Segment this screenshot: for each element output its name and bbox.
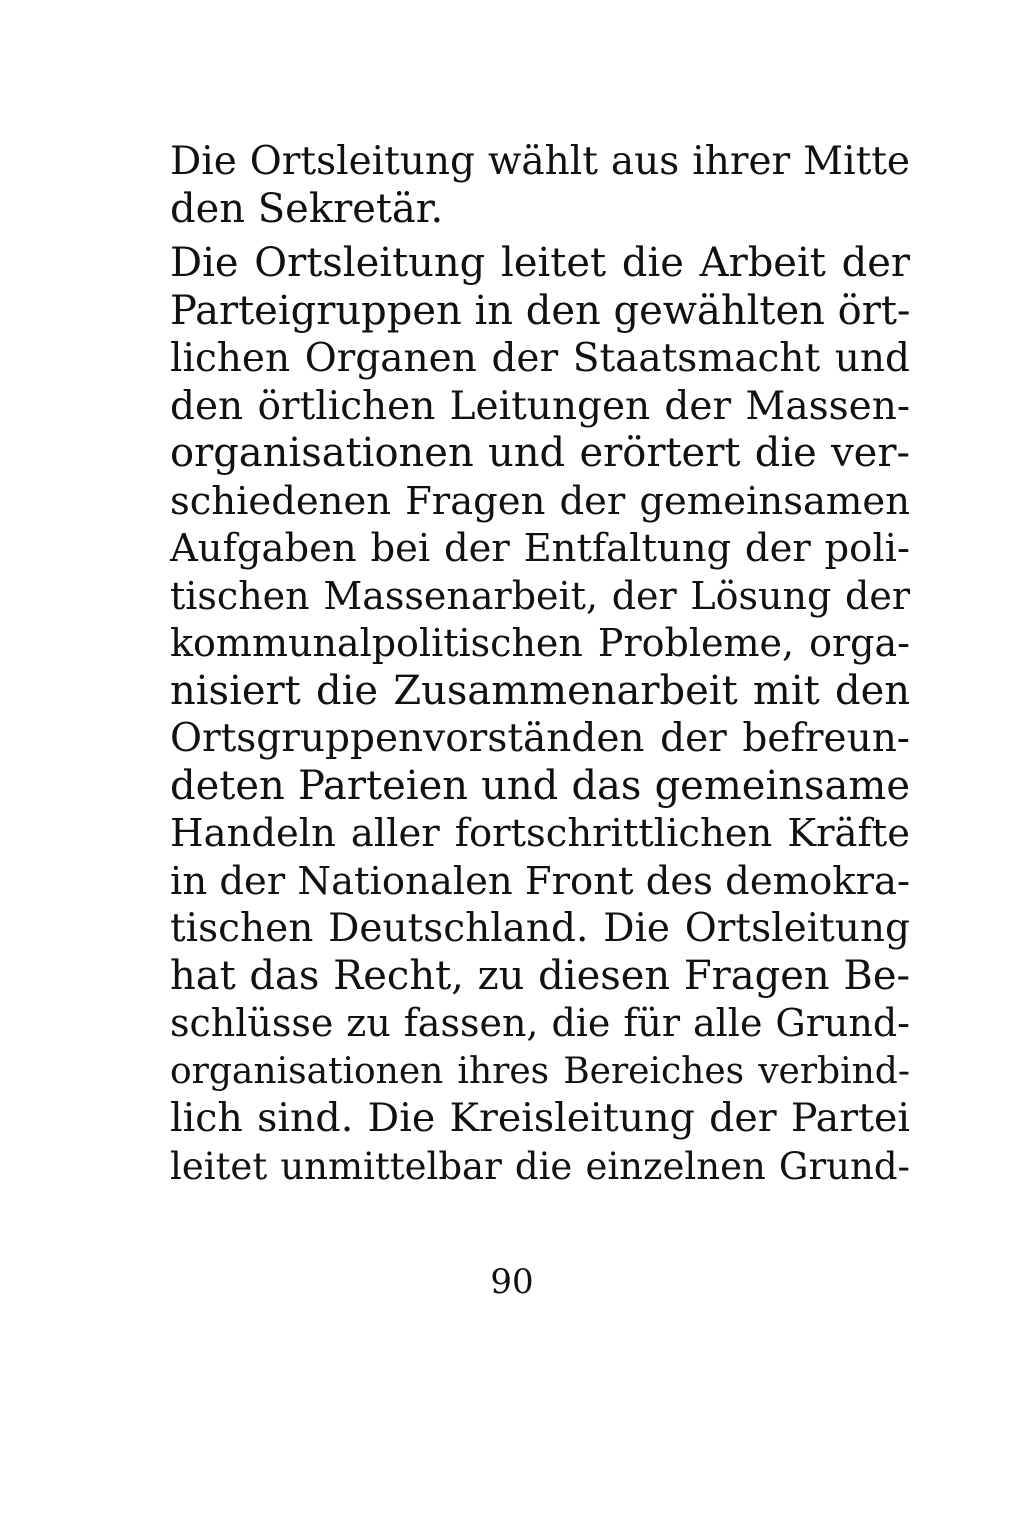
text-line: Parteigruppen in den gewählten ört- bbox=[170, 287, 911, 334]
text-line: tischen Deutschland. Die Ortsleitung bbox=[170, 906, 910, 951]
text-line: leitet unmittelbar die einzelnen Grund- bbox=[170, 1144, 910, 1188]
paragraph-2 bbox=[170, 240, 910, 1190]
text-line: nisiert die Zusammenarbeit mit den bbox=[170, 667, 910, 714]
text-line: lichen Organen der Staatsmacht und bbox=[170, 336, 910, 381]
text-line: kommunalpolitischen Probleme, orga- bbox=[170, 621, 910, 665]
text-line: organisationen ihres Bereiches verbind- bbox=[170, 1050, 910, 1092]
text-line: tischen Massenarbeit, der Lösung der bbox=[170, 573, 910, 618]
text-line: schiedenen Fragen der gemeinsamen bbox=[170, 478, 910, 524]
text-line: hat das Recht, zu diesen Fragen Be- bbox=[170, 952, 910, 999]
text-line: schlüsse zu fassen, die für alle Grund- bbox=[170, 1001, 910, 1045]
paragraph-1 bbox=[170, 138, 910, 233]
text-line: Die Ortsleitung wählt aus ihrer Mitte bbox=[170, 139, 910, 184]
text-line: Handeln aller fortschrittlichen Kräfte bbox=[170, 811, 910, 856]
text-line: in der Nationalen Front des demokra- bbox=[170, 858, 910, 904]
text-line: Aufgaben bei der Entfaltung der poli- bbox=[170, 526, 910, 571]
text-line: deten Parteien und das gemeinsame bbox=[170, 762, 910, 809]
text-line: Ortsgruppenvorständen der befreun- bbox=[170, 716, 910, 761]
text-line: den Sekretär. bbox=[170, 185, 444, 232]
page-number: 90 bbox=[490, 1262, 534, 1302]
text-line: organisationen und erörtert die ver- bbox=[170, 430, 910, 476]
text-line: Die Ortsleitung leitet die Arbeit der bbox=[170, 240, 910, 286]
text-line: lich sind. Die Kreisleitung der Partei bbox=[170, 1095, 910, 1141]
text-line: den örtlichen Leitungen der Massen- bbox=[170, 383, 910, 429]
